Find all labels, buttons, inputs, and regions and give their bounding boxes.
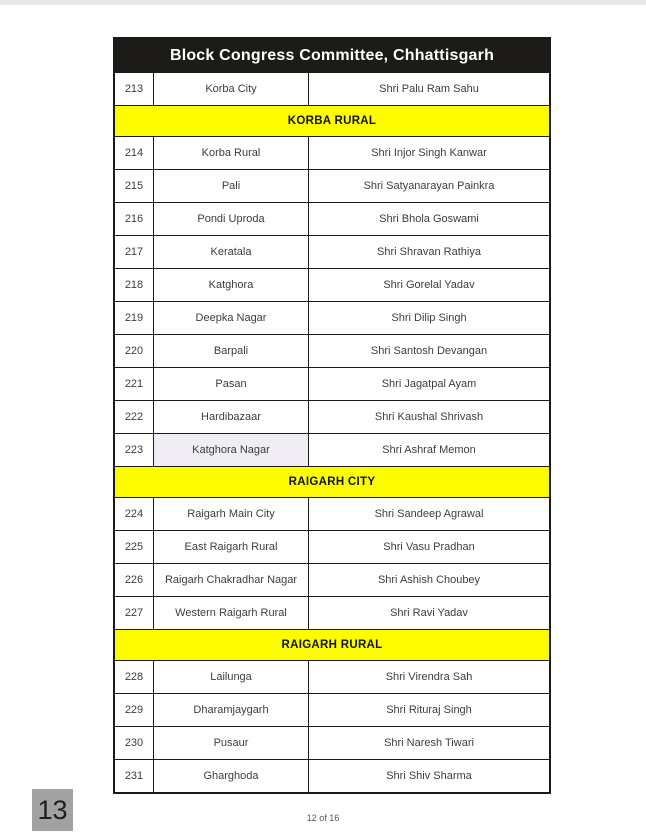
president-name-cell: Shri Gorelal Yadav — [308, 269, 549, 301]
serial-number-cell: 216 — [124, 213, 144, 225]
serial-number-cell: 219 — [124, 312, 144, 324]
table-row — [115, 596, 549, 629]
president-name-cell: Shri Palu Ram Sahu — [308, 73, 549, 105]
president-name-cell: Shri Santosh Devangan — [308, 335, 549, 367]
block-name-cell: Korba City — [153, 73, 308, 105]
serial-number-cell: 220 — [124, 345, 144, 357]
serial-number-cell: 221 — [124, 378, 144, 390]
table-row — [115, 563, 549, 596]
page-footer: 12 of 16 — [306, 813, 340, 823]
table-row — [115, 235, 549, 268]
block-name-cell: Pondi Uproda — [153, 203, 308, 235]
block-name-cell: Pusaur — [153, 727, 308, 759]
block-name-cell: Barpali — [153, 335, 308, 367]
table-row — [115, 400, 549, 433]
table-row — [115, 301, 549, 334]
table-row — [115, 72, 549, 105]
table-row — [115, 136, 549, 169]
block-name-cell: Dharamjaygarh — [153, 694, 308, 726]
serial-number-cell: 217 — [124, 246, 144, 258]
block-name-cell: Hardibazaar — [153, 401, 308, 433]
serial-number-cell: 229 — [124, 704, 144, 716]
president-name-cell: Shri Jagatpal Ayam — [308, 368, 549, 400]
block-name-cell: Katghora Nagar — [153, 434, 308, 466]
serial-number-cell: 225 — [124, 541, 144, 553]
president-name-cell: Shri Satyanarayan Painkra — [308, 170, 549, 202]
table-row — [115, 202, 549, 235]
president-name-cell: Shri Dilip Singh — [308, 302, 549, 334]
block-name-cell: Lailunga — [153, 661, 308, 693]
section-header: RAIGARH RURAL — [115, 629, 549, 660]
president-name-cell: Shri Vasu Pradhan — [308, 531, 549, 563]
block-name-cell: Raigarh Chakradhar Nagar — [153, 564, 308, 596]
table-title: Block Congress Committee, Chhattisgarh — [115, 39, 549, 72]
serial-number-cell: 223 — [124, 444, 144, 456]
block-name-cell: Korba Rural — [153, 137, 308, 169]
block-name-cell: Western Raigarh Rural — [153, 597, 308, 629]
table-row — [115, 660, 549, 693]
serial-number-cell: 214 — [124, 147, 144, 159]
serial-number-cell: 224 — [124, 508, 144, 520]
block-name-cell: Pali — [153, 170, 308, 202]
serial-number-cell: 226 — [124, 574, 144, 586]
block-name-cell: Gharghoda — [153, 760, 308, 792]
block-name-cell: Raigarh Main City — [153, 498, 308, 530]
page-number-badge: 13 — [32, 789, 73, 831]
table-row — [115, 268, 549, 301]
table-row — [115, 693, 549, 726]
president-name-cell: Shri Shravan Rathiya — [308, 236, 549, 268]
president-name-cell: Shri Rituraj Singh — [308, 694, 549, 726]
president-name-cell: Shri Ravi Yadav — [308, 597, 549, 629]
block-name-cell: Deepka Nagar — [153, 302, 308, 334]
serial-number-cell: 222 — [124, 411, 144, 423]
table-row — [115, 367, 549, 400]
section-header: RAIGARH CITY — [115, 466, 549, 497]
committee-table — [113, 37, 551, 794]
president-name-cell: Shri Ashish Choubey — [308, 564, 549, 596]
president-name-cell: Shri Naresh Tiwari — [308, 727, 549, 759]
president-name-cell: Shri Virendra Sah — [308, 661, 549, 693]
president-name-cell: Shri Ashraf Memon — [308, 434, 549, 466]
serial-number-cell: 215 — [124, 180, 144, 192]
table-row — [115, 530, 549, 563]
table-body — [115, 72, 549, 792]
table-row — [115, 169, 549, 202]
president-name-cell: Shri Injor Singh Kanwar — [308, 137, 549, 169]
table-row — [115, 759, 549, 792]
serial-number-cell: 230 — [124, 737, 144, 749]
block-name-cell: Pasan — [153, 368, 308, 400]
president-name-cell: Shri Sandeep Agrawal — [308, 498, 549, 530]
president-name-cell: Shri Kaushal Shrivash — [308, 401, 549, 433]
page-top-edge — [0, 0, 646, 5]
block-name-cell: Katghora — [153, 269, 308, 301]
serial-number-cell: 227 — [124, 607, 144, 619]
section-header: KORBA RURAL — [115, 105, 549, 136]
table-row — [115, 497, 549, 530]
president-name-cell: Shri Shiv Sharma — [308, 760, 549, 792]
table-row — [115, 433, 549, 466]
serial-number-cell: 218 — [124, 279, 144, 291]
block-name-cell: East Raigarh Rural — [153, 531, 308, 563]
block-name-cell: Keratala — [153, 236, 308, 268]
serial-number-cell: 231 — [124, 770, 144, 782]
table-row — [115, 726, 549, 759]
serial-number-cell: 228 — [124, 671, 144, 683]
table-row — [115, 334, 549, 367]
president-name-cell: Shri Bhola Goswami — [308, 203, 549, 235]
serial-number-cell: 213 — [124, 83, 144, 95]
